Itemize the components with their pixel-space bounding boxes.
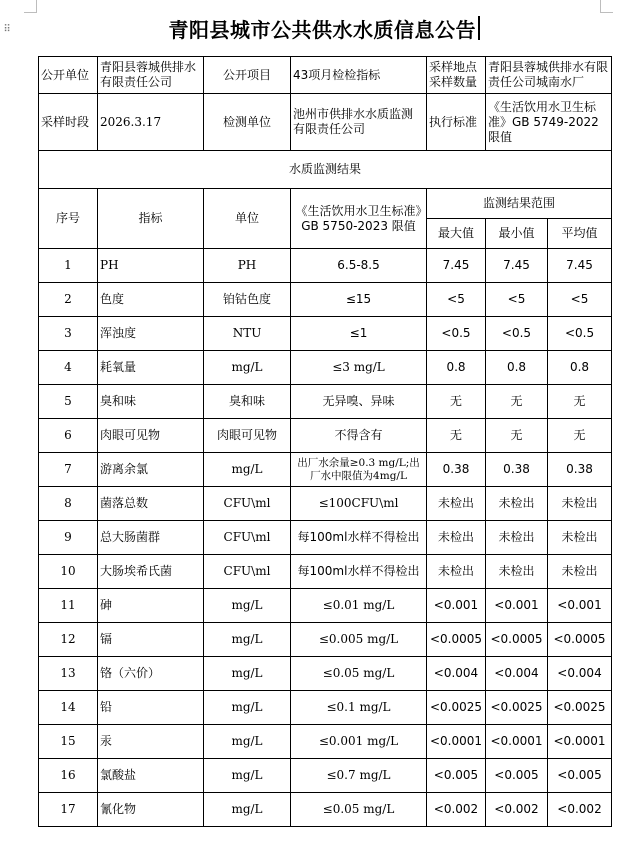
table-row <box>39 419 612 453</box>
row-min: 未检出 <box>486 555 548 589</box>
row-no: 16 <box>39 759 98 793</box>
header-limit: 《生活饮用水卫生标准》GB 5750-2023 限值 <box>291 189 427 249</box>
header-min: 最小值 <box>486 219 548 249</box>
row-avg: 未检出 <box>548 487 612 521</box>
header-avg: 平均值 <box>548 219 612 249</box>
row-no: 6 <box>39 419 98 453</box>
row-no: 11 <box>39 589 98 623</box>
row-unit: mg/L <box>204 589 291 623</box>
table-row <box>39 691 612 725</box>
row-indicator: 汞 <box>98 725 204 759</box>
row-limit: 不得含有 <box>291 419 427 453</box>
row-unit: mg/L <box>204 793 291 827</box>
table-row <box>39 793 612 827</box>
row-unit: PH <box>204 249 291 283</box>
row-indicator: 耗氧量 <box>98 351 204 385</box>
table-row <box>39 317 612 351</box>
row-max: <0.0001 <box>427 725 486 759</box>
page-corner-mark-left <box>24 0 37 13</box>
row-limit: 每100ml水样不得检出 <box>291 521 427 555</box>
header-indicator: 指标 <box>98 189 204 249</box>
table-row <box>39 351 612 385</box>
row-min: <0.005 <box>486 759 548 793</box>
row-indicator: 砷 <box>98 589 204 623</box>
row-max: <0.0005 <box>427 623 486 657</box>
header-row-top <box>39 189 612 219</box>
info-row-publisher <box>39 57 612 94</box>
row-max: 7.45 <box>427 249 486 283</box>
row-avg: 7.45 <box>548 249 612 283</box>
row-indicator: 浑浊度 <box>98 317 204 351</box>
row-unit: mg/L <box>204 453 291 487</box>
standard-label: 执行标准 <box>427 94 486 151</box>
sampling-time-label: 采样时段 <box>39 94 98 151</box>
row-avg: 未检出 <box>548 521 612 555</box>
row-no: 4 <box>39 351 98 385</box>
row-max: <0.005 <box>427 759 486 793</box>
row-max: 未检出 <box>427 487 486 521</box>
row-avg: 0.38 <box>548 453 612 487</box>
table-move-handle-icon[interactable]: ⠿ <box>3 24 11 35</box>
table-row <box>39 589 612 623</box>
row-max: <0.004 <box>427 657 486 691</box>
header-max: 最大值 <box>427 219 486 249</box>
row-unit: CFU\ml <box>204 521 291 555</box>
row-max: 未检出 <box>427 555 486 589</box>
row-avg: 无 <box>548 385 612 419</box>
table-row <box>39 657 612 691</box>
row-no: 10 <box>39 555 98 589</box>
row-limit: ≤3 mg/L <box>291 351 427 385</box>
row-avg: 未检出 <box>548 555 612 589</box>
row-limit: ≤15 <box>291 283 427 317</box>
row-indicator: 铬（六价） <box>98 657 204 691</box>
row-indicator: 肉眼可见物 <box>98 419 204 453</box>
row-indicator: PH <box>98 249 204 283</box>
row-min: <0.0005 <box>486 623 548 657</box>
row-indicator: 镉 <box>98 623 204 657</box>
row-indicator: 游离余氯 <box>98 453 204 487</box>
row-max: 无 <box>427 385 486 419</box>
row-max: <5 <box>427 283 486 317</box>
row-indicator: 总大肠菌群 <box>98 521 204 555</box>
row-unit: mg/L <box>204 759 291 793</box>
row-min: <0.001 <box>486 589 548 623</box>
row-avg: <0.005 <box>548 759 612 793</box>
row-limit: 6.5-8.5 <box>291 249 427 283</box>
row-indicator: 大肠埃希氏菌 <box>98 555 204 589</box>
project-value: 43项月检检指标 <box>291 57 427 94</box>
info-row-sampling <box>39 94 612 151</box>
table-row <box>39 623 612 657</box>
row-max: <0.0025 <box>427 691 486 725</box>
row-limit: ≤100CFU\ml <box>291 487 427 521</box>
row-max: 未检出 <box>427 521 486 555</box>
row-min: <0.002 <box>486 793 548 827</box>
table-row <box>39 555 612 589</box>
row-max: 0.8 <box>427 351 486 385</box>
testing-unit-value: 池州市供排水水质监测有限责任公司 <box>291 94 427 151</box>
row-min: 7.45 <box>486 249 548 283</box>
header-no: 序号 <box>39 189 98 249</box>
row-min: <0.5 <box>486 317 548 351</box>
row-min: <0.0001 <box>486 725 548 759</box>
row-unit: mg/L <box>204 691 291 725</box>
row-limit: ≤1 <box>291 317 427 351</box>
water-quality-table <box>38 56 612 827</box>
row-limit: ≤0.05 mg/L <box>291 793 427 827</box>
row-avg: 0.8 <box>548 351 612 385</box>
row-avg: <0.0025 <box>548 691 612 725</box>
row-limit: 每100ml水样不得检出 <box>291 555 427 589</box>
row-min: 0.38 <box>486 453 548 487</box>
row-indicator: 铅 <box>98 691 204 725</box>
row-limit: 无异嗅、异味 <box>291 385 427 419</box>
row-max: <0.5 <box>427 317 486 351</box>
section-title: 水质监测结果 <box>39 151 612 189</box>
table-row <box>39 283 612 317</box>
row-no: 7 <box>39 453 98 487</box>
row-min: 无 <box>486 419 548 453</box>
row-no: 5 <box>39 385 98 419</box>
row-min: 无 <box>486 385 548 419</box>
table-row <box>39 453 612 487</box>
row-no: 17 <box>39 793 98 827</box>
row-limit: ≤0.005 mg/L <box>291 623 427 657</box>
row-min: 0.8 <box>486 351 548 385</box>
row-indicator: 色度 <box>98 283 204 317</box>
table-row <box>39 759 612 793</box>
row-indicator: 菌落总数 <box>98 487 204 521</box>
row-no: 13 <box>39 657 98 691</box>
publisher-label: 公开单位 <box>39 57 98 94</box>
table-row <box>39 487 612 521</box>
row-avg: <0.002 <box>548 793 612 827</box>
row-unit: CFU\ml <box>204 555 291 589</box>
table-row <box>39 521 612 555</box>
row-unit: 铂钴色度 <box>204 283 291 317</box>
row-min: 未检出 <box>486 521 548 555</box>
row-no: 12 <box>39 623 98 657</box>
row-no: 8 <box>39 487 98 521</box>
row-min: <0.0025 <box>486 691 548 725</box>
row-unit: mg/L <box>204 725 291 759</box>
row-avg: <0.0001 <box>548 725 612 759</box>
row-unit: NTU <box>204 317 291 351</box>
row-unit: mg/L <box>204 623 291 657</box>
publisher-value: 青阳县蓉城供排水有限责任公司 <box>98 57 204 94</box>
row-no: 9 <box>39 521 98 555</box>
row-avg: 无 <box>548 419 612 453</box>
project-label: 公开项目 <box>204 57 291 94</box>
table-row <box>39 249 612 283</box>
row-no: 3 <box>39 317 98 351</box>
header-unit: 单位 <box>204 189 291 249</box>
testing-unit-label: 检测单位 <box>204 94 291 151</box>
row-limit: ≤0.001 mg/L <box>291 725 427 759</box>
row-avg: <0.004 <box>548 657 612 691</box>
sampling-site-label: 采样地点采样数量 <box>427 57 486 94</box>
row-unit: 肉眼可见物 <box>204 419 291 453</box>
row-max: <0.001 <box>427 589 486 623</box>
row-avg: <0.5 <box>548 317 612 351</box>
row-max: 无 <box>427 419 486 453</box>
row-no: 14 <box>39 691 98 725</box>
header-range: 监测结果范围 <box>427 189 612 219</box>
row-limit: ≤0.1 mg/L <box>291 691 427 725</box>
row-max: 0.38 <box>427 453 486 487</box>
table-row <box>39 725 612 759</box>
row-unit: mg/L <box>204 657 291 691</box>
row-indicator: 氯酸盐 <box>98 759 204 793</box>
row-max: <0.002 <box>427 793 486 827</box>
row-unit: CFU\ml <box>204 487 291 521</box>
row-no: 1 <box>39 249 98 283</box>
text-cursor <box>478 16 480 40</box>
row-no: 2 <box>39 283 98 317</box>
row-limit: ≤0.7 mg/L <box>291 759 427 793</box>
document-title[interactable]: 青阳县城市公共供水水质信息公告 <box>168 17 476 42</box>
standard-value: 《生活饮用水卫生标准》GB 5749-2022 限值 <box>486 94 612 151</box>
row-min: <0.004 <box>486 657 548 691</box>
row-unit: 臭和味 <box>204 385 291 419</box>
row-avg: <0.001 <box>548 589 612 623</box>
row-indicator: 氰化物 <box>98 793 204 827</box>
section-title-row <box>39 151 612 189</box>
document-title-block <box>38 8 610 48</box>
row-no: 15 <box>39 725 98 759</box>
row-indicator: 臭和味 <box>98 385 204 419</box>
table-row <box>39 385 612 419</box>
row-min: <5 <box>486 283 548 317</box>
row-avg: <5 <box>548 283 612 317</box>
sampling-time-value: 2026.3.17 <box>98 94 204 151</box>
row-min: 未检出 <box>486 487 548 521</box>
row-limit: ≤0.01 mg/L <box>291 589 427 623</box>
row-avg: <0.0005 <box>548 623 612 657</box>
sampling-site-value: 青阳县蓉城供排水有限责任公司城南水厂 <box>486 57 612 94</box>
row-unit: mg/L <box>204 351 291 385</box>
row-limit: 出厂水余量≥0.3 mg/L;出厂水中限值为4mg/L <box>291 453 427 487</box>
row-limit: ≤0.05 mg/L <box>291 657 427 691</box>
